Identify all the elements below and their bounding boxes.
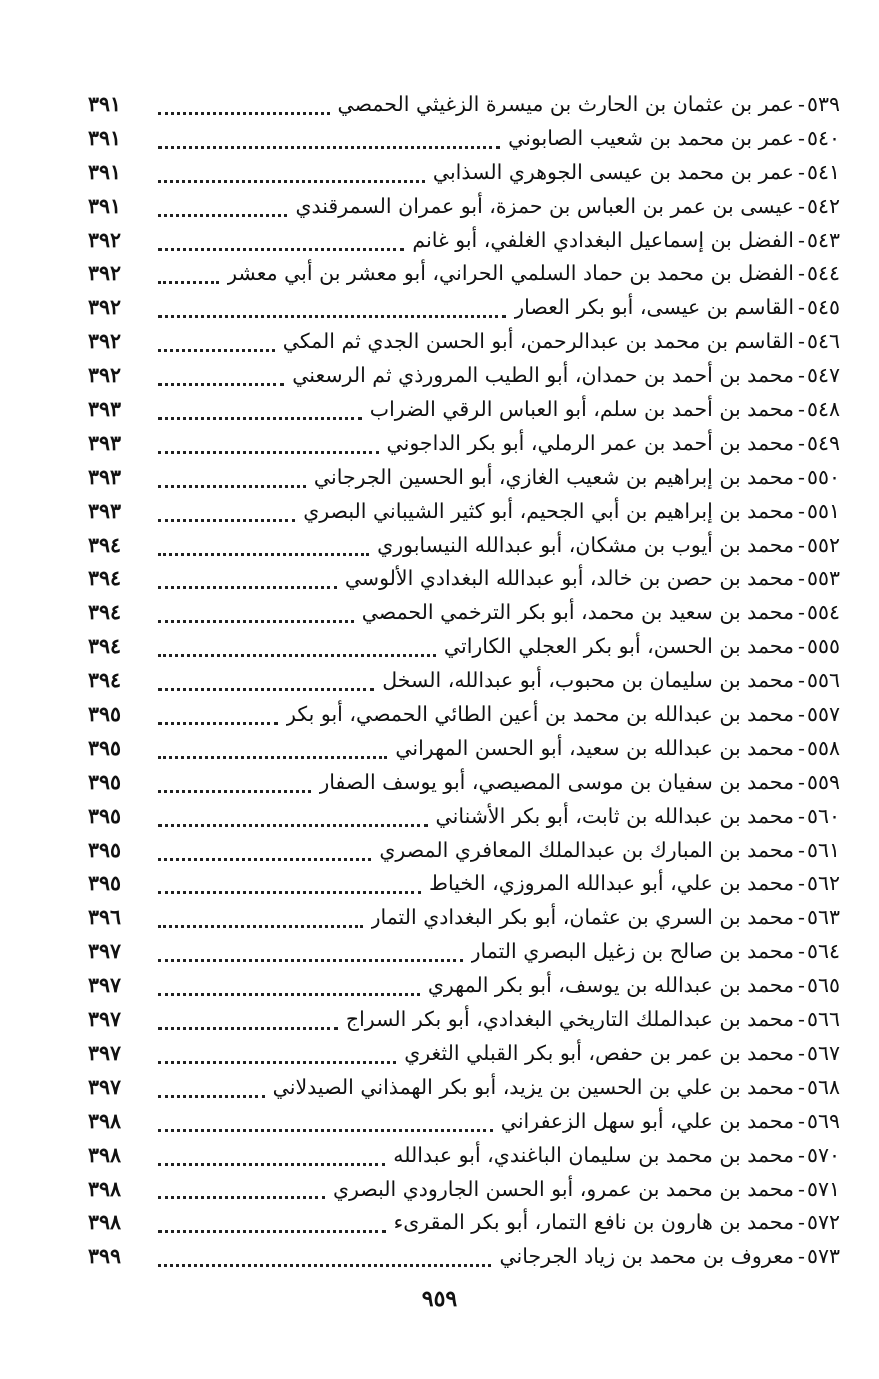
entry-dash: -: [798, 430, 805, 455]
dot-leader: [158, 585, 337, 589]
toc-entry: [88, 325, 840, 359]
dot-leader: [158, 450, 379, 454]
toc-entry: [88, 156, 840, 190]
toc-entry: [88, 257, 840, 291]
entry-title: محمد بن علي، أبو سهل الزعفراني: [500, 1108, 795, 1133]
entry-number: ٥٦٤: [806, 939, 840, 964]
dot-leader: [158, 348, 275, 352]
toc-entry: [88, 596, 840, 630]
entry-number: ٥٤٧: [806, 363, 840, 388]
entry-dash: -: [798, 735, 805, 760]
entry-dash: -: [798, 498, 805, 523]
toc-entry: [88, 766, 840, 800]
entry-page-number: ٣٩٦: [88, 905, 122, 930]
dot-leader: [158, 721, 278, 725]
entry-title: محمد بن محمد بن عمرو، أبو الحسن الجارودي البصري: [332, 1176, 795, 1201]
entry-number: ٥٥١: [806, 498, 840, 523]
entry-number: ٥٥٣: [806, 566, 840, 591]
entry-dash: -: [798, 329, 805, 354]
toc-entry: [88, 1139, 840, 1173]
entry-page-number: ٣٩٧: [88, 1040, 122, 1065]
entry-page-number: ٣٩٣: [88, 498, 122, 523]
entry-number: ٥٥٨: [806, 735, 840, 760]
dot-leader: [158, 552, 369, 556]
entry-dash: -: [798, 532, 805, 557]
dot-leader: [158, 924, 363, 928]
entry-number: ٥٤٩: [806, 430, 840, 455]
toc-entry: [88, 800, 840, 834]
entry-number: ٥٥٠: [806, 464, 840, 489]
toc-entry: [88, 1071, 840, 1105]
entry-title: محمد بن حصن بن خالد، أبو عبدالله البغدادي الألوسي: [344, 566, 795, 591]
entry-number: ٥٦٩: [806, 1108, 840, 1133]
entry-dash: -: [798, 363, 805, 388]
entry-title: الفضل بن إسماعيل البغدادي الغلفي، أبو غانم: [412, 227, 795, 252]
entry-dash: -: [798, 227, 805, 252]
toc-entry: [88, 461, 840, 495]
dot-leader: [158, 111, 330, 115]
entry-page-number: ٣٩٧: [88, 973, 122, 998]
entry-dash: -: [798, 600, 805, 625]
entry-dash: -: [798, 973, 805, 998]
entry-number: ٥٦٦: [806, 1007, 840, 1032]
dot-leader: [158, 890, 421, 894]
entry-number: ٥٣٩: [806, 92, 840, 116]
entry-number: ٥٦٧: [806, 1040, 840, 1065]
entry-number: ٥٤٥: [806, 295, 840, 320]
entry-number: ٥٦٨: [806, 1074, 840, 1099]
entry-page-number: ٣٩٩: [88, 1244, 122, 1269]
entry-page-number: ٣٩٥: [88, 735, 122, 760]
entry-number: ٥٦١: [806, 837, 840, 862]
toc-entry: [88, 1105, 840, 1139]
entry-title: محمد بن علي بن الحسين بن يزيد، أبو بكر الهمذاني الصيدلاني: [272, 1074, 795, 1099]
toc-entry: [88, 698, 840, 732]
entry-dash: -: [798, 125, 805, 150]
dot-leader: [158, 687, 374, 691]
page-number: ٩٥٩: [421, 1286, 458, 1312]
entry-number: ٥٦٣: [806, 905, 840, 930]
entry-page-number: ٣٩٢: [88, 227, 122, 252]
entry-number: ٥٥٧: [806, 702, 840, 727]
entry-number: ٥٧٠: [806, 1142, 840, 1167]
entry-title: القاسم بن عيسى، أبو بكر العصار: [514, 295, 795, 320]
dot-leader: [158, 958, 463, 962]
toc-entry: [88, 1173, 840, 1207]
entry-page-number: ٣٩٨: [88, 1210, 122, 1235]
toc-entry: [88, 427, 840, 461]
entry-page-number: ٣٩٨: [88, 1142, 122, 1167]
entry-page-number: ٣٩٤: [88, 532, 122, 557]
toc-entry: [88, 291, 840, 325]
entry-dash: -: [798, 1074, 805, 1099]
entry-page-number: ٣٩٧: [88, 1007, 122, 1032]
entry-number: ٥٥٢: [806, 532, 840, 557]
entry-page-number: ٣٩٧: [88, 1074, 122, 1099]
entry-title: محمد بن إبراهيم بن أبي الجحيم، أبو كثير الشيباني البصري: [303, 498, 795, 523]
entry-number: ٥٤٠: [806, 125, 840, 150]
entry-page-number: ٣٩٥: [88, 837, 122, 862]
entry-dash: -: [798, 1176, 805, 1201]
entry-title: محمد بن سفيان بن موسى المصيصي، أبو يوسف الصفار: [319, 769, 795, 794]
entry-page-number: ٣٩١: [88, 125, 122, 150]
entry-title: محمد بن الحسن، أبو بكر العجلي الكاراتي: [443, 634, 795, 659]
entry-title: محمد بن سليمان بن محبوب، أبو عبدالله، السخل: [382, 668, 795, 693]
dot-leader: [158, 619, 354, 623]
entry-title: محمد بن عمر بن حفص، أبو بكر القبلي الثغري: [404, 1040, 795, 1065]
entry-title: محمد بن عبدالله بن محمد بن أعين الطائي الحمصي، أبو بكر: [286, 702, 795, 727]
toc-entry: [88, 1240, 840, 1274]
dot-leader: [158, 145, 500, 149]
entry-page-number: ٣٩٥: [88, 803, 122, 828]
entry-title: محمد بن أحمد بن حمدان، أبو الطيب المرورذي ثم الرسعني: [292, 363, 795, 388]
entry-dash: -: [798, 837, 805, 862]
toc-entry: [88, 901, 840, 935]
entry-number: ٥٤٤: [806, 261, 840, 286]
entry-title: معروف بن محمد بن زياد الجرجاني: [499, 1244, 795, 1269]
entry-dash: -: [798, 566, 805, 591]
entry-number: ٥٥٩: [806, 769, 840, 794]
entry-dash: -: [798, 769, 805, 794]
toc-entry: [88, 935, 840, 969]
entry-number: ٥٧١: [806, 1176, 840, 1201]
toc-entry: [88, 834, 840, 868]
entry-page-number: ٣٩٢: [88, 363, 122, 388]
entry-number: ٥٤١: [806, 159, 840, 184]
dot-leader: [158, 518, 295, 522]
entry-dash: -: [798, 261, 805, 286]
entry-number: ٥٤٣: [806, 227, 840, 252]
entry-title: محمد بن علي، أبو عبدالله المروزي، الخياط: [429, 871, 795, 896]
entry-page-number: ٣٩٧: [88, 939, 122, 964]
entry-title: محمد بن عبدالله بن ثابت، أبو بكر الأشناني: [435, 803, 795, 828]
entry-page-number: ٣٩٣: [88, 430, 122, 455]
entry-page-number: ٣٩٨: [88, 1108, 122, 1133]
entry-dash: -: [798, 92, 805, 116]
entry-title: محمد بن السري بن عثمان، أبو بكر البغدادي التمار: [370, 905, 795, 930]
entry-title: عمر بن عثمان بن الحارث بن ميسرة الزغيثي الحمصي: [337, 92, 795, 116]
entry-dash: -: [798, 159, 805, 184]
table-of-contents: [88, 88, 840, 1274]
dot-leader: [158, 1128, 493, 1132]
entry-title: محمد بن محمد بن سليمان الباغندي، أبو عبدالله: [393, 1142, 795, 1167]
toc-entry: [88, 224, 840, 258]
entry-title: محمد بن المبارك بن عبدالملك المعافري المصري: [379, 837, 795, 862]
entry-dash: -: [798, 871, 805, 896]
dot-leader: [158, 416, 362, 420]
entry-dash: -: [798, 1040, 805, 1065]
toc-entry: [88, 732, 840, 766]
dot-leader: [158, 789, 311, 793]
dot-leader: [158, 213, 287, 217]
entry-page-number: ٣٩٢: [88, 295, 122, 320]
dot-leader: [158, 653, 436, 657]
toc-entry: [88, 1206, 840, 1240]
entry-dash: -: [798, 1108, 805, 1133]
entry-title: محمد بن أيوب بن مشكان، أبو عبدالله النيسابوري: [377, 532, 795, 557]
entry-dash: -: [798, 295, 805, 320]
dot-leader: [158, 823, 428, 827]
entry-dash: -: [798, 464, 805, 489]
entry-page-number: ٣٩٤: [88, 566, 122, 591]
entry-page-number: ٣٩٨: [88, 1176, 122, 1201]
entry-number: ٥٤٢: [806, 193, 840, 218]
toc-entry: [88, 190, 840, 224]
entry-title: محمد بن صالح بن زغيل البصري التمار: [470, 939, 795, 964]
entry-number: ٥٦٥: [806, 973, 840, 998]
toc-entry: [88, 630, 840, 664]
entry-title: عمر بن محمد بن عيسى الجوهري السذابي: [432, 159, 795, 184]
entry-page-number: ٣٩٣: [88, 464, 122, 489]
entry-page-number: ٣٩٥: [88, 702, 122, 727]
entry-page-number: ٣٩٢: [88, 261, 122, 286]
dot-leader: [158, 179, 425, 183]
entry-number: ٥٦٢: [806, 871, 840, 896]
entry-page-number: ٣٩٥: [88, 871, 122, 896]
entry-page-number: ٣٩٢: [88, 329, 122, 354]
entry-number: ٥٤٦: [806, 329, 840, 354]
entry-number: ٥٧٢: [806, 1210, 840, 1235]
entry-number: ٥٥٥: [806, 634, 840, 659]
dot-leader: [158, 247, 404, 251]
dot-leader: [158, 992, 420, 996]
dot-leader: [158, 280, 219, 284]
entry-dash: -: [798, 905, 805, 930]
toc-entry: [88, 359, 840, 393]
entry-dash: -: [798, 1007, 805, 1032]
entry-title: عيسى بن عمر بن العباس بن حمزة، أبو عمران السمرقندي: [295, 193, 795, 218]
entry-title: محمد بن أحمد بن عمر الرملي، أبو بكر الداجوني: [386, 430, 795, 455]
entry-dash: -: [798, 702, 805, 727]
entry-number: ٥٥٤: [806, 600, 840, 625]
toc-entry: [88, 88, 840, 122]
entry-dash: -: [798, 1210, 805, 1235]
toc-entry: [88, 495, 840, 529]
dot-leader: [158, 382, 284, 386]
entry-dash: -: [798, 803, 805, 828]
entry-title: محمد بن إبراهيم بن شعيب الغازي، أبو الحسين الجرجاني: [313, 464, 795, 489]
entry-dash: -: [798, 634, 805, 659]
entry-dash: -: [798, 1142, 805, 1167]
dot-leader: [158, 314, 506, 318]
entry-page-number: ٣٩٤: [88, 668, 122, 693]
toc-entry: [88, 867, 840, 901]
dot-leader: [158, 1060, 396, 1064]
toc-entry: [88, 529, 840, 563]
dot-leader: [158, 1026, 338, 1030]
entry-dash: -: [798, 939, 805, 964]
toc-entry: [88, 1003, 840, 1037]
entry-title: محمد بن عبدالله بن يوسف، أبو بكر المهري: [427, 973, 795, 998]
entry-title: محمد بن عبدالله بن سعيد، أبو الحسن المهراني: [395, 735, 795, 760]
entry-title: الفضل بن محمد بن حماد السلمي الحراني، أبو معشر بن أبي معشر: [227, 261, 795, 286]
entry-title: عمر بن محمد بن شعيب الصابوني: [508, 125, 795, 150]
entry-title: محمد بن سعيد بن محمد، أبو بكر الترخمي الحمصي: [361, 600, 795, 625]
entry-page-number: ٣٩٥: [88, 769, 122, 794]
entry-dash: -: [798, 193, 805, 218]
entry-title: محمد بن هارون بن نافع التمار، أبو بكر المقرىء: [393, 1210, 795, 1235]
entry-dash: -: [798, 668, 805, 693]
dot-leader: [158, 1229, 386, 1233]
dot-leader: [158, 1263, 491, 1267]
entry-title: محمد بن أحمد بن سلم، أبو العباس الرقي الضراب: [369, 397, 795, 422]
entry-dash: -: [798, 1244, 805, 1269]
entry-number: ٥٦٠: [806, 803, 840, 828]
toc-entry: [88, 393, 840, 427]
dot-leader: [158, 484, 306, 488]
entry-number: ٥٤٨: [806, 397, 840, 422]
dot-leader: [158, 1195, 325, 1199]
dot-leader: [158, 1162, 385, 1166]
entry-title: القاسم بن محمد بن عبدالرحمن، أبو الحسن الجدي ثم المكي: [282, 329, 795, 354]
entry-dash: -: [798, 397, 805, 422]
entry-page-number: ٣٩٣: [88, 397, 122, 422]
entry-title: محمد بن عبدالملك التاريخي البغدادي، أبو بكر السراج: [345, 1007, 795, 1032]
dot-leader: [158, 857, 371, 861]
entry-page-number: ٣٩٤: [88, 600, 122, 625]
dot-leader: [158, 1094, 265, 1098]
toc-entry: [88, 122, 840, 156]
entry-number: ٥٥٦: [806, 668, 840, 693]
entry-page-number: ٣٩١: [88, 159, 122, 184]
dot-leader: [158, 755, 387, 759]
entry-number: ٥٧٣: [806, 1244, 840, 1269]
toc-entry: [88, 562, 840, 596]
toc-entry: [88, 1037, 840, 1071]
entry-page-number: ٣٩٤: [88, 634, 122, 659]
toc-entry: [88, 664, 840, 698]
entry-page-number: ٣٩١: [88, 193, 122, 218]
entry-page-number: ٣٩١: [88, 92, 122, 116]
toc-entry: [88, 969, 840, 1003]
